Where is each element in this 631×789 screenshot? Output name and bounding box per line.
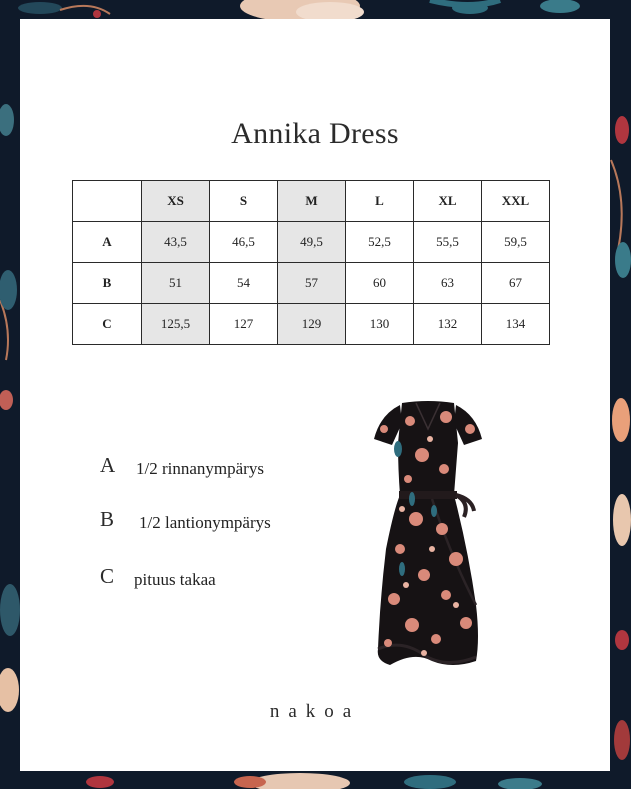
table-cell: 125,5: [142, 304, 210, 345]
table-cell: 55,5: [414, 222, 482, 263]
table-row: [73, 304, 550, 345]
table-cell: 43,5: [142, 222, 210, 263]
legend-letter: A: [100, 453, 116, 477]
table-cell: 130: [346, 304, 414, 345]
table-cell: 59,5: [482, 222, 550, 263]
table-cell: 67: [482, 263, 550, 304]
table-header-l: L: [346, 181, 414, 222]
table-cell: 51: [142, 263, 210, 304]
table-cell: 57: [278, 263, 346, 304]
table-cell: 54: [210, 263, 278, 304]
brand-logo: nakoa: [269, 701, 361, 722]
table-cell: 132: [414, 304, 482, 345]
dress-image: [372, 399, 484, 671]
table-cell: 49,5: [278, 222, 346, 263]
legend-text: 1/2 lantionympärys: [139, 513, 271, 532]
legend-text: 1/2 rinnanympärys: [136, 459, 264, 478]
table-header-xs: XS: [142, 181, 210, 222]
table-header-m: M: [278, 181, 346, 222]
legend-letter: B: [100, 507, 115, 531]
page-title: Annika Dress: [231, 117, 399, 150]
legend-text: pituus takaa: [134, 570, 216, 589]
table-cell: 60: [346, 263, 414, 304]
size-chart-card: [20, 19, 610, 771]
row-label-b: B: [73, 263, 142, 304]
legend-letter: C: [100, 564, 115, 588]
table-cell: 129: [278, 304, 346, 345]
row-label-c: C: [73, 304, 142, 345]
size-table: [72, 180, 550, 345]
table-cell: 46,5: [210, 222, 278, 263]
table-cell: 63: [414, 263, 482, 304]
table-header-row: [73, 181, 550, 222]
table-header-xxl: XXL: [482, 181, 550, 222]
table-cell: 134: [482, 304, 550, 345]
row-label-a: A: [73, 222, 142, 263]
table-row: [73, 222, 550, 263]
table-row: [73, 263, 550, 304]
table-header-empty: [73, 181, 142, 222]
table-cell: 127: [210, 304, 278, 345]
table-header-s: S: [210, 181, 278, 222]
table-cell: 52,5: [346, 222, 414, 263]
table-header-xl: XL: [414, 181, 482, 222]
